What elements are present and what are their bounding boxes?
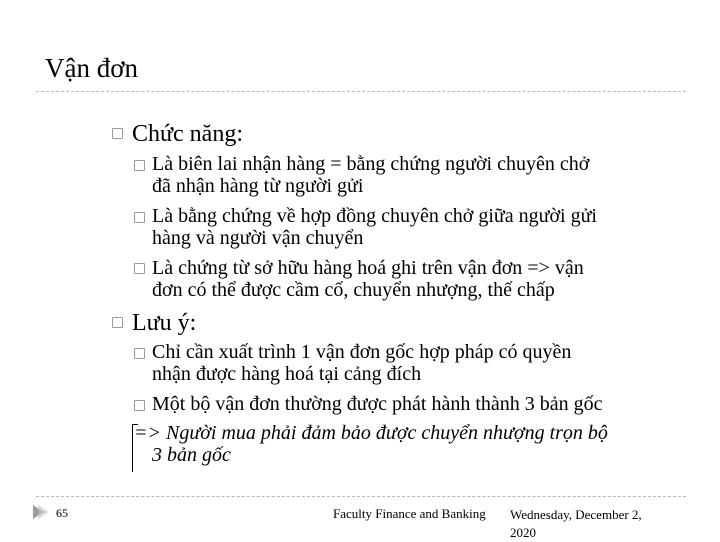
arrow-icon <box>38 505 48 519</box>
title-divider <box>36 91 686 92</box>
footer-divider <box>36 496 686 497</box>
list-item <box>152 257 584 301</box>
page-number: 65 <box>56 506 68 520</box>
bullet-icon <box>112 317 123 328</box>
list-item-line: 3 bản gốc <box>152 444 231 466</box>
bullet-icon <box>134 263 145 274</box>
section-heading-notes: Lưu ý: <box>132 310 197 336</box>
list-item <box>152 205 597 249</box>
bullet-icon <box>134 160 145 171</box>
list-item-line: Chỉ cần xuất trình 1 vận đơn gốc hợp pháp có quyền <box>152 341 572 363</box>
list-item-line: Một bộ vận đơn thường được phát hành thành 3 bản gốc <box>152 393 603 415</box>
slide-title: Vận đơn <box>45 53 139 83</box>
footer-text: Faculty Finance and Banking <box>333 506 486 521</box>
list-item-line: Là chứng từ sở hữu hàng hoá ghi trên vận đơn => vận <box>152 257 584 279</box>
bullet-icon <box>134 348 145 359</box>
bullet-icon <box>134 400 145 411</box>
list-item <box>152 153 589 197</box>
list-item-line: đã nhận hàng từ người gửi <box>152 175 364 197</box>
footer-date <box>510 506 680 542</box>
list-item-line: Là biên lai nhận hàng = bằng chứng người chuyên chở <box>152 153 590 175</box>
footer-date-line: Wednesday, December 2, <box>510 507 642 522</box>
list-item-line: hàng và người vận chuyển <box>152 227 364 249</box>
list-item <box>152 341 571 385</box>
list-item-emphasis <box>134 422 608 466</box>
footer-date-line: 2020 <box>510 525 536 540</box>
list-item <box>152 393 603 415</box>
bullet-icon <box>112 128 123 139</box>
section-heading-functions: Chức năng: <box>132 121 243 147</box>
bullet-icon <box>134 212 145 223</box>
list-item-line: đơn có thể được cầm cố, chuyển nhượng, thế chấp <box>152 279 555 301</box>
list-item-line: Là bằng chứng về hợp đồng chuyên chở giữa người gửi <box>152 205 597 227</box>
list-item-line: => Người mua phải đảm bảo được chuyển nhượng trọn bộ <box>134 422 608 444</box>
list-item-line: nhận được hàng hoá tại cảng đích <box>152 363 422 385</box>
